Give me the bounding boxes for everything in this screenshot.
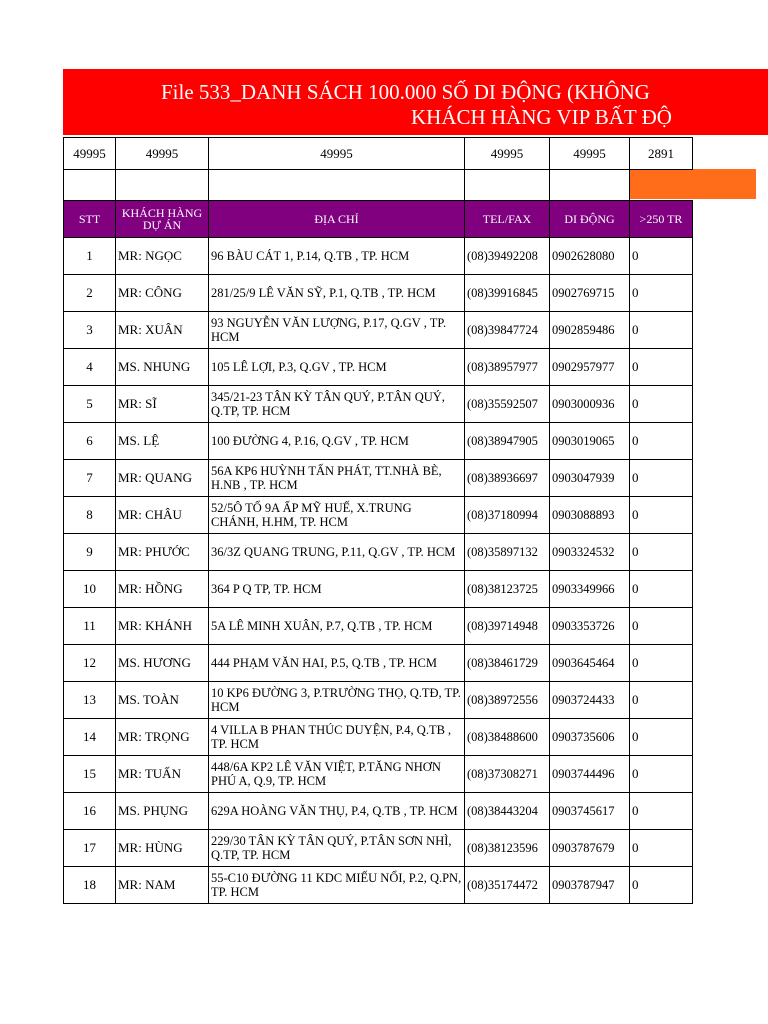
table-row (64, 349, 693, 386)
mobile-cell[interactable]: 0902769715 (550, 275, 630, 312)
header-tel-fax[interactable]: TEL/FAX (465, 201, 550, 238)
stt-cell[interactable]: 3 (64, 312, 116, 349)
mobile-cell[interactable]: 0902957977 (550, 349, 630, 386)
customer-name-cell[interactable]: MR: SĨ (116, 386, 209, 423)
customer-name-cell[interactable]: MR: QUANG (116, 460, 209, 497)
customer-name-cell[interactable]: MS. NHUNG (116, 349, 209, 386)
address-cell[interactable]: 229/30 TÂN KỲ TÂN QUÝ, P.TÂN SƠN NHÌ, Q.TP, TP. HCM (209, 830, 465, 867)
address-cell[interactable]: 55-C10 ĐƯỜNG 11 KDC MIẾU NỔI, P.2, Q.PN, TP. HCM (209, 867, 465, 904)
stt-cell[interactable]: 15 (64, 756, 116, 793)
customer-name-cell[interactable]: MR: PHƯỚC (116, 534, 209, 571)
mobile-cell[interactable]: 0903787947 (550, 867, 630, 904)
tel-fax-cell[interactable]: (08)39847724 (465, 312, 550, 349)
table-row (64, 719, 693, 756)
address-cell[interactable]: 96 BÀU CÁT 1, P.14, Q.TB , TP. HCM (209, 238, 465, 275)
header-row (64, 201, 693, 238)
mobile-cell[interactable]: 0903353726 (550, 608, 630, 645)
stt-cell[interactable]: 8 (64, 497, 116, 534)
value-cell[interactable]: 0 (630, 497, 693, 534)
stt-cell[interactable]: 17 (64, 830, 116, 867)
mobile-cell[interactable]: 0903645464 (550, 645, 630, 682)
header-stt[interactable]: STT (64, 201, 116, 238)
mobile-cell[interactable]: 0902628080 (550, 238, 630, 275)
customer-name-cell[interactable]: MR: CÔNG (116, 275, 209, 312)
address-cell[interactable]: 629A HOÀNG VĂN THỤ, P.4, Q.TB , TP. HCM (209, 793, 465, 830)
customer-name-cell[interactable]: MS. LỆ (116, 423, 209, 460)
tel-fax-cell[interactable]: (08)35897132 (465, 534, 550, 571)
mobile-cell[interactable]: 0903324532 (550, 534, 630, 571)
stt-cell[interactable]: 10 (64, 571, 116, 608)
total-cell[interactable]: 49995 (465, 138, 550, 170)
value-cell[interactable]: 0 (630, 793, 693, 830)
mobile-cell[interactable]: 0903724433 (550, 682, 630, 719)
customer-name-cell[interactable]: MR: NGỌC (116, 238, 209, 275)
customer-name-cell[interactable]: MR: HỒNG (116, 571, 209, 608)
table-row (64, 275, 693, 312)
value-cell[interactable]: 0 (630, 571, 693, 608)
mobile-cell[interactable]: 0903088893 (550, 497, 630, 534)
tel-fax-cell[interactable]: (08)35174472 (465, 867, 550, 904)
stt-cell[interactable]: 5 (64, 386, 116, 423)
stt-cell[interactable]: 11 (64, 608, 116, 645)
address-cell[interactable]: 345/21-23 TÂN KỲ TÂN QUÝ, P.TÂN QUÝ, Q.TP, TP. HCM (209, 386, 465, 423)
empty-cell[interactable] (209, 170, 465, 201)
table-row (64, 645, 693, 682)
value-cell[interactable]: 0 (630, 312, 693, 349)
empty-cell[interactable] (630, 170, 693, 201)
header-khach-hang[interactable]: KHÁCH HÀNG DỰ ÁN (116, 201, 209, 238)
value-cell[interactable]: 0 (630, 608, 693, 645)
customer-name-cell[interactable]: MS. TOÀN (116, 682, 209, 719)
table-row (64, 497, 693, 534)
stt-cell[interactable]: 14 (64, 719, 116, 756)
value-cell[interactable]: 0 (630, 275, 693, 312)
empty-cell[interactable] (550, 170, 630, 201)
value-cell[interactable]: 0 (630, 534, 693, 571)
tel-fax-cell[interactable]: (08)37180994 (465, 497, 550, 534)
tel-fax-cell[interactable]: (08)39714948 (465, 608, 550, 645)
table-row (64, 756, 693, 793)
mobile-cell[interactable]: 0903349966 (550, 571, 630, 608)
customer-name-cell[interactable]: MR: XUÂN (116, 312, 209, 349)
stt-cell[interactable]: 9 (64, 534, 116, 571)
stt-cell[interactable]: 18 (64, 867, 116, 904)
tel-fax-cell[interactable]: (08)38947905 (465, 423, 550, 460)
stt-cell[interactable]: 2 (64, 275, 116, 312)
tel-fax-cell[interactable]: (08)38123725 (465, 571, 550, 608)
tel-fax-cell[interactable]: (08)38443204 (465, 793, 550, 830)
tel-fax-cell[interactable]: (08)38123596 (465, 830, 550, 867)
header-250tr[interactable]: >250 TR (630, 201, 693, 238)
tel-fax-cell[interactable]: (08)38936697 (465, 460, 550, 497)
stt-cell[interactable]: 7 (64, 460, 116, 497)
table-row (64, 867, 693, 904)
customer-name-cell[interactable]: MS. HƯƠNG (116, 645, 209, 682)
table-row (64, 386, 693, 423)
blank-row (64, 170, 693, 201)
address-cell[interactable]: 281/25/9 LÊ VĂN SỸ, P.1, Q.TB , TP. HCM (209, 275, 465, 312)
mobile-cell[interactable]: 0903744496 (550, 756, 630, 793)
tel-fax-cell[interactable]: (08)38488600 (465, 719, 550, 756)
value-cell[interactable]: 0 (630, 238, 693, 275)
table-row (64, 238, 693, 275)
stt-cell[interactable]: 6 (64, 423, 116, 460)
title-banner (63, 69, 768, 135)
address-cell[interactable]: 444 PHẠM VĂN HAI, P.5, Q.TB , TP. HCM (209, 645, 465, 682)
address-cell[interactable]: 10 KP6 ĐƯỜNG 3, P.TRƯỜNG THỌ, Q.TĐ, TP. HCM (209, 682, 465, 719)
title-line-1: File 533_DANH SÁCH 100.000 SỐ DI ĐỘNG (KHÔNG (161, 80, 650, 104)
address-cell[interactable]: 93 NGUYỄN VĂN LƯỢNG, P.17, Q.GV , TP. HCM (209, 312, 465, 349)
address-cell[interactable]: 5A LÊ MINH XUÂN, P.7, Q.TB , TP. HCM (209, 608, 465, 645)
empty-cell[interactable] (116, 170, 209, 201)
empty-cell[interactable] (465, 170, 550, 201)
stt-cell[interactable]: 13 (64, 682, 116, 719)
value-cell[interactable]: 0 (630, 645, 693, 682)
table-row (64, 830, 693, 867)
tel-fax-cell[interactable]: (08)38957977 (465, 349, 550, 386)
address-cell[interactable]: 448/6A KP2 LÊ VĂN VIỆT, P.TĂNG NHƠN PHÚ A, Q.9, TP. HCM (209, 756, 465, 793)
value-cell[interactable]: 0 (630, 423, 693, 460)
tel-fax-cell[interactable]: (08)39492208 (465, 238, 550, 275)
stt-cell[interactable]: 12 (64, 645, 116, 682)
address-cell[interactable]: 36/3Z QUANG TRUNG, P.11, Q.GV , TP. HCM (209, 534, 465, 571)
table-row (64, 423, 693, 460)
customer-name-cell[interactable]: MR: NAM (116, 867, 209, 904)
customer-name-cell[interactable]: MR: TUẤN (116, 756, 209, 793)
value-cell[interactable]: 0 (630, 682, 693, 719)
customer-name-cell[interactable]: MR: HÙNG (116, 830, 209, 867)
table-row (64, 793, 693, 830)
value-cell[interactable]: 0 (630, 460, 693, 497)
value-cell[interactable]: 0 (630, 349, 693, 386)
table-row (64, 534, 693, 571)
address-cell[interactable]: 56A KP6 HUỲNH TẤN PHÁT, TT.NHÀ BÈ, H.NB , TP. HCM (209, 460, 465, 497)
value-cell[interactable]: 0 (630, 719, 693, 756)
total-cell[interactable]: 49995 (209, 138, 465, 170)
address-cell[interactable]: 364 P Q TP, TP. HCM (209, 571, 465, 608)
total-cell[interactable]: 49995 (550, 138, 630, 170)
table-row (64, 460, 693, 497)
customer-name-cell[interactable]: MR: KHÁNH (116, 608, 209, 645)
title-line-2: KHÁCH HÀNG VIP BẤT ĐỘ (411, 105, 672, 129)
address-cell[interactable]: 52/5Ô TỔ 9A ẤP MỸ HUẾ, X.TRUNG CHÁNH, H.HM, TP. HCM (209, 497, 465, 534)
tel-fax-cell[interactable]: (08)37308271 (465, 756, 550, 793)
stt-cell[interactable]: 16 (64, 793, 116, 830)
mobile-cell[interactable]: 0903787679 (550, 830, 630, 867)
table-row (64, 312, 693, 349)
table-row (64, 682, 693, 719)
value-cell[interactable]: 0 (630, 867, 693, 904)
total-cell[interactable]: 49995 (64, 138, 116, 170)
tel-fax-cell[interactable]: (08)39916845 (465, 275, 550, 312)
header-dia-chi[interactable]: ĐỊA CHỈ (209, 201, 465, 238)
totals-row (64, 138, 693, 170)
stt-cell[interactable]: 4 (64, 349, 116, 386)
mobile-cell[interactable]: 0903735606 (550, 719, 630, 756)
address-cell[interactable]: 4 VILLA B PHAN THÚC DUYỆN, P.4, Q.TB , TP. HCM (209, 719, 465, 756)
value-cell[interactable]: 0 (630, 386, 693, 423)
table-row (64, 571, 693, 608)
tel-fax-cell[interactable]: (08)35592507 (465, 386, 550, 423)
header-di-dong[interactable]: DI ĐỘNG (550, 201, 630, 238)
tel-fax-cell[interactable]: (08)38461729 (465, 645, 550, 682)
total-cell[interactable]: 2891 (630, 138, 693, 170)
empty-cell[interactable] (64, 170, 116, 201)
customer-name-cell[interactable]: MR: TRỌNG (116, 719, 209, 756)
customer-name-cell[interactable]: MS. PHỤNG (116, 793, 209, 830)
tel-fax-cell[interactable]: (08)38972556 (465, 682, 550, 719)
mobile-cell[interactable]: 0903019065 (550, 423, 630, 460)
mobile-cell[interactable]: 0903745617 (550, 793, 630, 830)
stt-cell[interactable]: 1 (64, 238, 116, 275)
customer-table (63, 137, 693, 904)
table-row (64, 608, 693, 645)
mobile-cell[interactable]: 0902859486 (550, 312, 630, 349)
address-cell[interactable]: 105 LÊ LỢI, P.3, Q.GV , TP. HCM (209, 349, 465, 386)
mobile-cell[interactable]: 0903000936 (550, 386, 630, 423)
address-cell[interactable]: 100 ĐƯỜNG 4, P.16, Q.GV , TP. HCM (209, 423, 465, 460)
value-cell[interactable]: 0 (630, 756, 693, 793)
customer-name-cell[interactable]: MR: CHÂU (116, 497, 209, 534)
value-cell[interactable]: 0 (630, 830, 693, 867)
total-cell[interactable]: 49995 (116, 138, 209, 170)
mobile-cell[interactable]: 0903047939 (550, 460, 630, 497)
